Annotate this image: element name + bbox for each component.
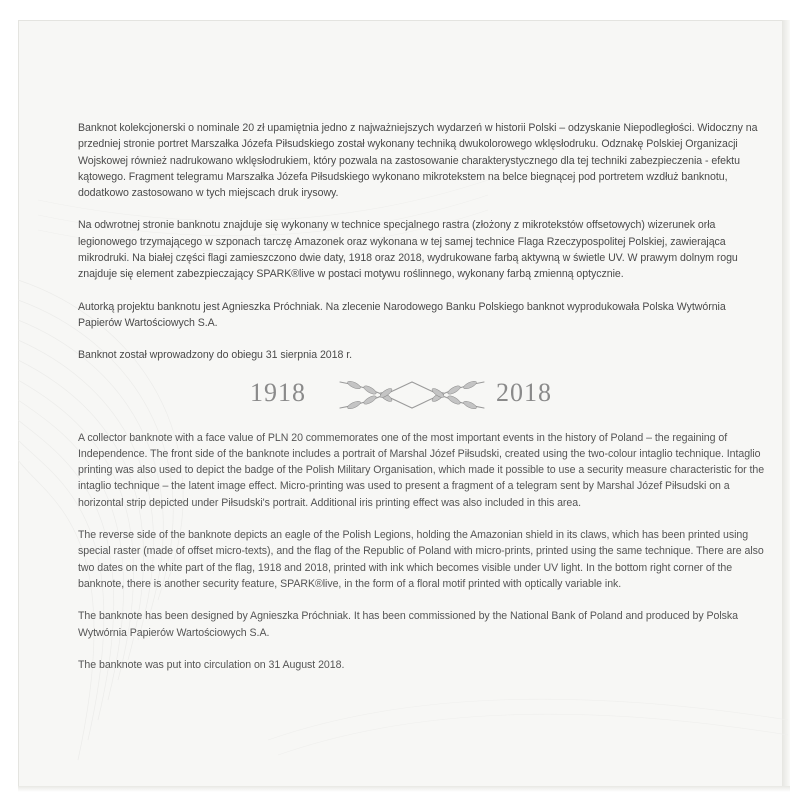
laurel-ornament-icon — [334, 376, 490, 414]
year-1918: 1918 — [250, 377, 306, 407]
english-paragraph-1: A collector banknote with a face value of PLN 20 commemorates one of the most important events in the history of Poland – the regaining of Independence. The front side of the banknote includes a portrait of Marshal Józef Piłsudski, created using the two-colour intaglio technique. Intaglio printing was also used to depict the badge of the Polish Military Organisation, which made it possible to use a security measure characteristic for the intaglio technique – the latent image effect. Micro-printing was used to present a fragment of a telegram sent by Marshal Józef Piłsudski on a horizontal strip depicted under Piłsudski's portrait. Additional iris printing effect was also included in this area. — [78, 431, 765, 509]
english-paragraph-3: The banknote has been designed by Agnieszka Próchniak. It has been commissioned by the National Bank of Poland and produced by Polska Wytwórnia Papierów Wartościowych S.A. — [78, 610, 739, 639]
polish-paragraph-1: Banknot kolekcjonerski o nominale 20 zł upamiętnia jedno z najważniejszych wydarzeń w historii Polski – odzyskanie Niepodległości. Widoczny na przedniej stronie portret Marszałka Józefa Piłsudskiego został wykonany techniką dwukolorowego wklęsłodruku. Odznakę Polskiej Organizacji Wojskowej również nadrukowano wklęsłodrukiem, który pozwala na zastosowanie charakterystycznego dla tej techniki zabezpieczenia - efektu kątowego. Fragment telegramu Marszałka Józefa Piłsudskiego wykonano mikrotekstem na belce biegnącej pod portretem wzdłuż banknotu, dodatkowo zastosowano w tych miejscach druk irysowy. — [78, 122, 758, 200]
document-body — [78, 120, 768, 689]
year-2018: 2018 — [496, 377, 552, 407]
polish-paragraph-3: Autorką projektu banknotu jest Agnieszka Próchniak. Na zlecenie Narodowego Banku Polskiego banknot wyprodukowała Polska Wytwórnia Papierów Wartościowych S.A. — [78, 300, 726, 329]
polish-paragraph-4: Banknot został wprowadzony do obiegu 31 sierpnia 2018 r. — [78, 349, 352, 362]
english-paragraph-2: The reverse side of the banknote depicts an eagle of the Polish Legions, holding the Amazonian shield in its claws, which has been printed using special raster (made of offset micro-texts), and the flag of the Republic of Poland with micro-prints, printed using the same technique. There are also two dates on the white part of the flag, 1918 and 2018, printed with ink which becomes visible under UV light. In the bottom right corner of the banknote, there is another security feature, SPARK®live, in the form of a floral motif printed with optically variable ink. — [78, 529, 764, 590]
english-paragraph-4: The banknote was put into circulation on 31 August 2018. — [78, 658, 345, 671]
date-divider — [78, 376, 768, 416]
polish-paragraph-2: Na odwrotnej stronie banknotu znajduje się wykonany w technice specjalnego rastra (złożony z mikrotekstów offsetowych) wizerunek orła legionowego trzymającego w szponach tarczę Amazonek oraz wykonana w tej samej technice Flaga Rzeczypospolitej Polskiej, zawierająca mikrodruki. Na białej części flagi zamieszczono dwie daty, 1918 oraz 2018, wydrukowane farbą aktywną w świetle UV. W prawym dolnym rogu znajduje się element zabezpieczający SPARK®live w postaci motywu roślinnego, wykonany farbą zmienną optycznie. — [78, 219, 738, 281]
page-edge — [782, 20, 790, 790]
page-edge-bottom — [18, 786, 790, 792]
